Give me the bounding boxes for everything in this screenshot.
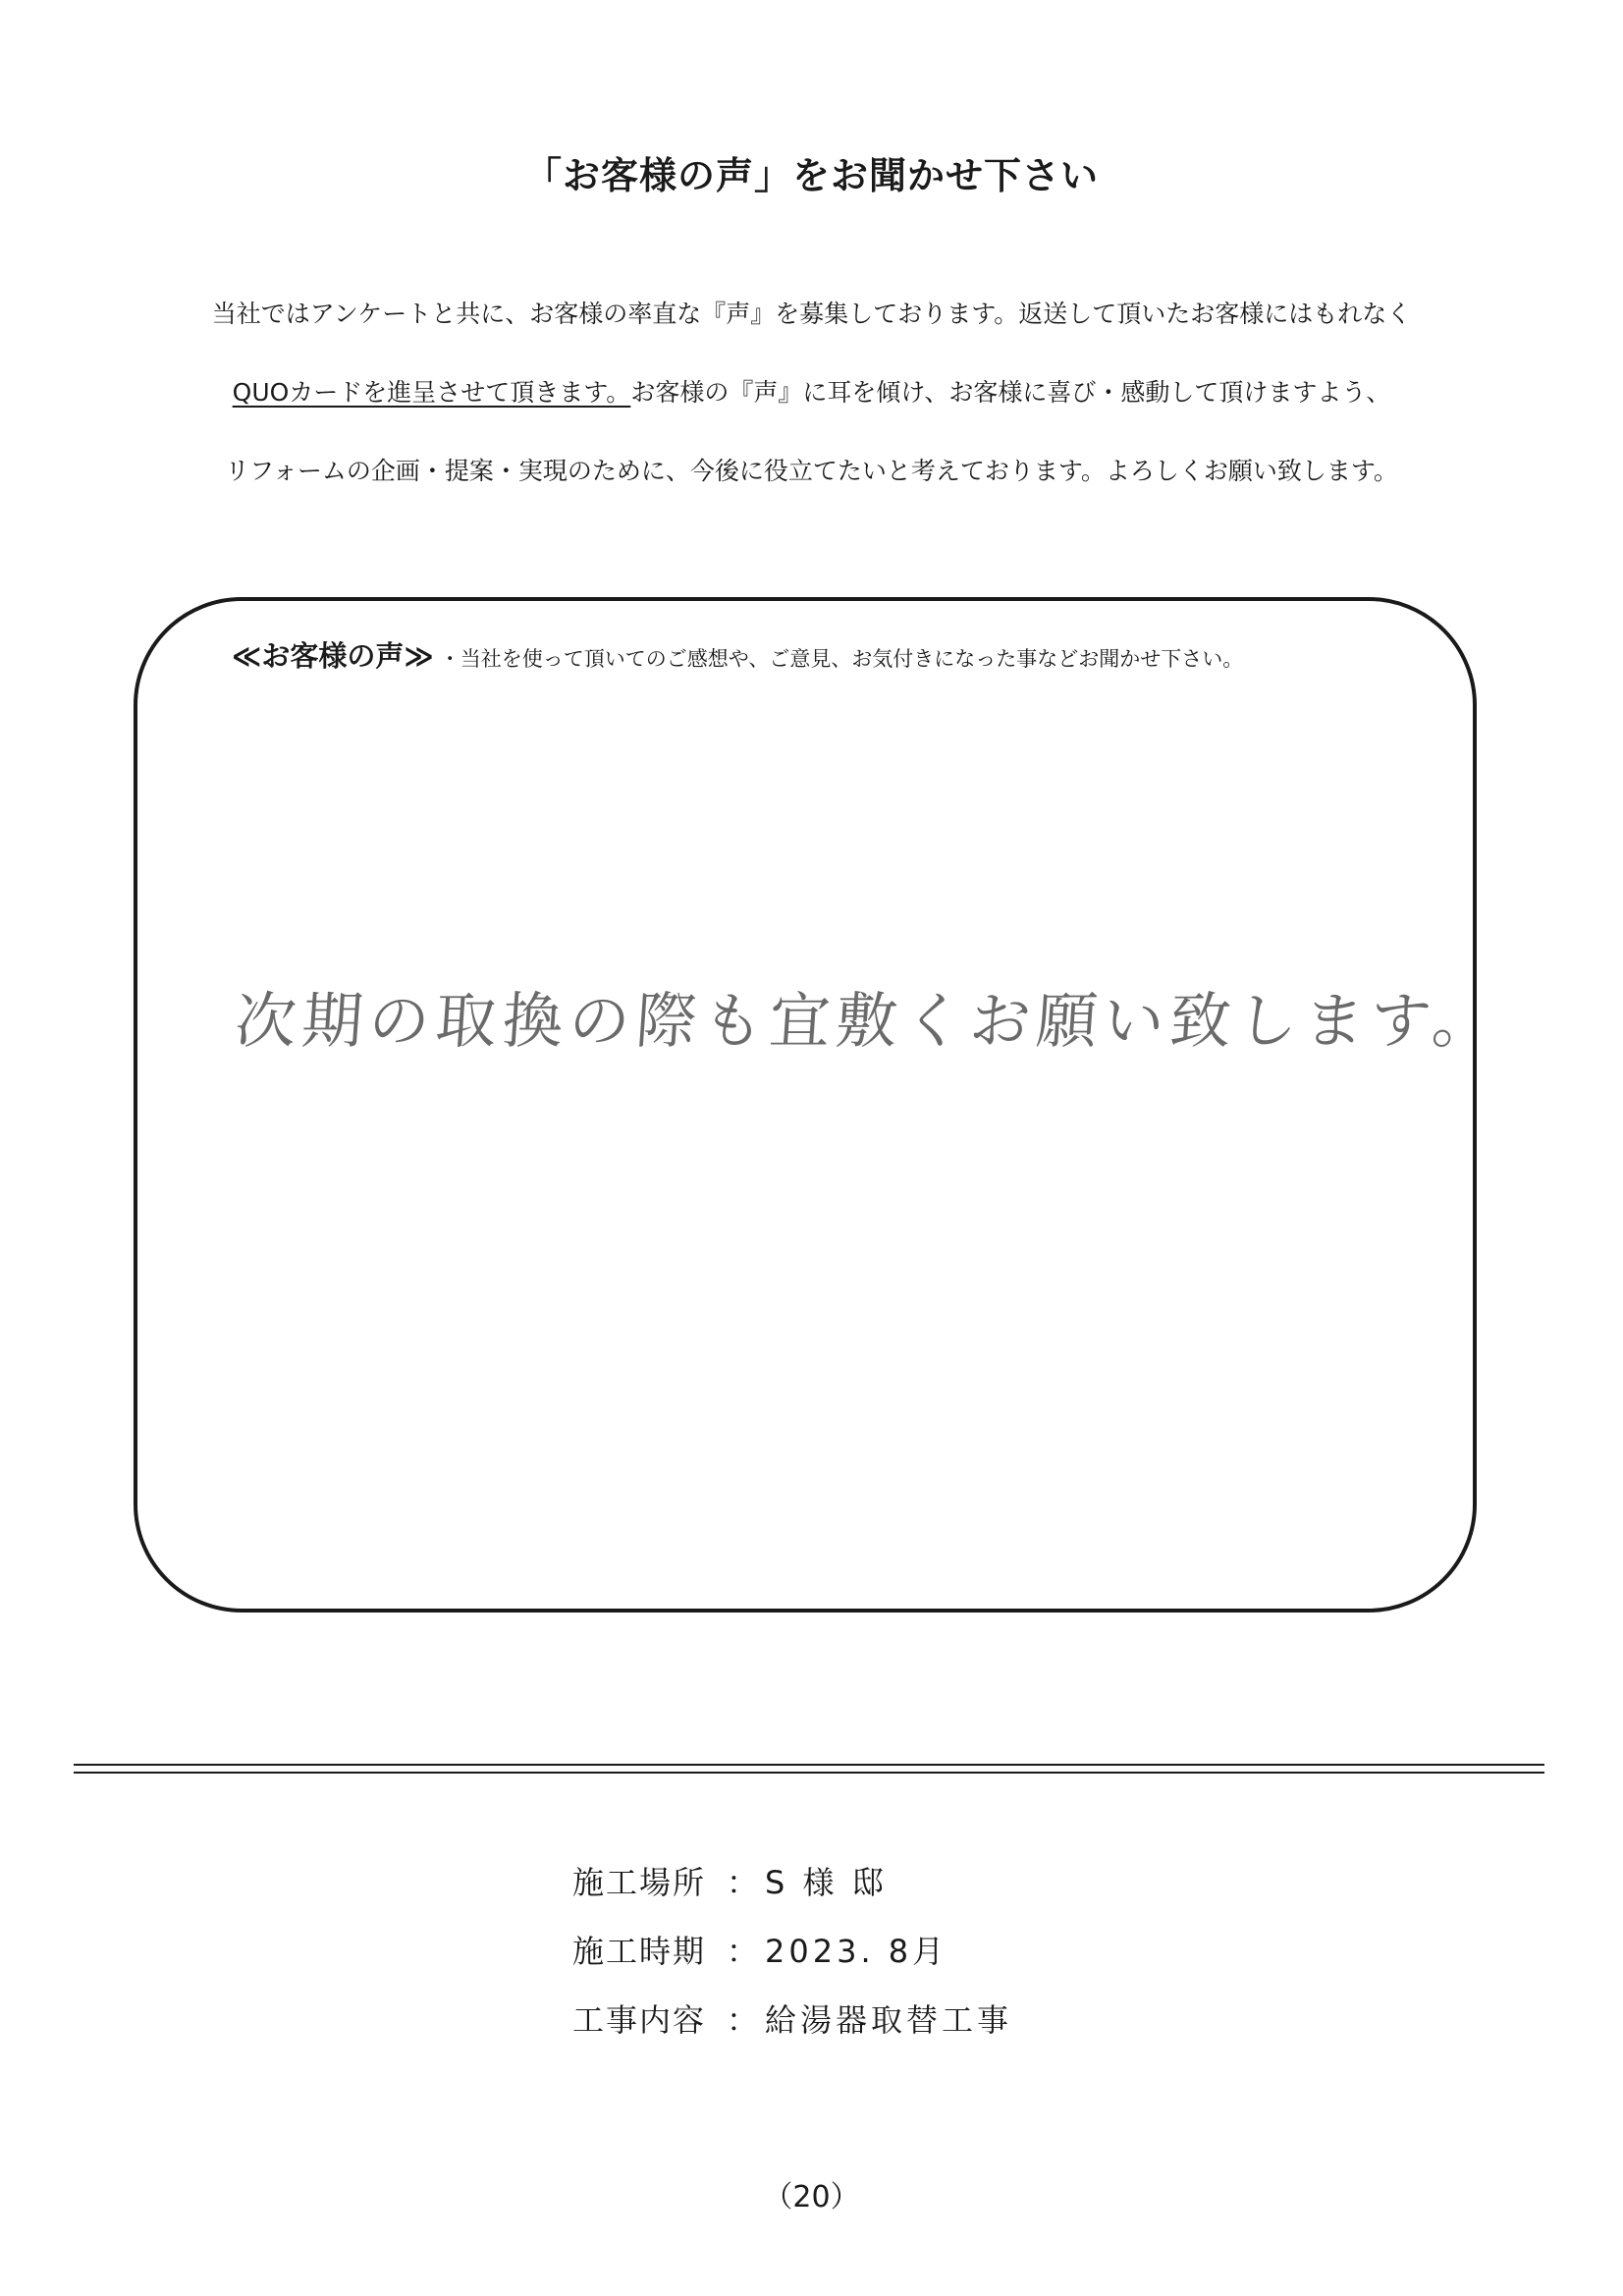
double-divider-top bbox=[74, 1764, 1544, 1766]
voice-box-label: ≪お客様の声≫ bbox=[232, 639, 434, 673]
detail-row-work bbox=[572, 1995, 1012, 2041]
detail-label: 工事内容 bbox=[572, 2001, 707, 2039]
voice-box-prompt: ・当社を使って頂いてのご感想や、ご意見、お気付きになった事などお聞かせ下さい。 bbox=[439, 647, 1244, 671]
page-title: 「お客様の声」をお聞かせ下さい bbox=[523, 154, 1099, 197]
detail-value: 給湯器取替工事 bbox=[765, 2001, 1013, 2039]
detail-separator: ： bbox=[726, 1933, 758, 1970]
intro-line-2 bbox=[0, 373, 1623, 409]
detail-separator: ： bbox=[726, 1864, 758, 1901]
detail-value: S 様 邸 bbox=[765, 1864, 888, 1901]
intro-line-2-rest: お客様の『声』に耳を傾け、お客様に喜び・感動して頂けますよう、 bbox=[630, 378, 1391, 407]
detail-value: 2023. 8月 bbox=[765, 1933, 948, 1970]
detail-label: 施工場所 bbox=[572, 1864, 707, 1901]
intro-line-3: リフォームの企画・提案・実現のために、今後に役立てたいと考えております。よろしくお願い致します。 bbox=[225, 457, 1398, 485]
double-divider-bottom bbox=[74, 1772, 1544, 1774]
detail-separator: ： bbox=[726, 2001, 758, 2039]
intro-line-1: 当社ではアンケートと共に、お客様の率直な『声』を募集しております。返送して頂いたお客様にはもれなく bbox=[211, 300, 1412, 328]
quo-card-notice: QUOカードを進呈させて頂きます。 bbox=[232, 378, 631, 407]
handwritten-comment: 次期の取換の際も宜敷くお願い致します。 bbox=[233, 985, 1502, 1057]
detail-label: 施工時期 bbox=[572, 1933, 707, 1970]
customer-voice-box bbox=[134, 597, 1502, 1613]
detail-row-location bbox=[572, 1858, 888, 1903]
page-number: （20） bbox=[763, 2180, 860, 2214]
detail-row-period bbox=[572, 1927, 947, 1972]
voice-box-heading bbox=[232, 634, 1243, 675]
